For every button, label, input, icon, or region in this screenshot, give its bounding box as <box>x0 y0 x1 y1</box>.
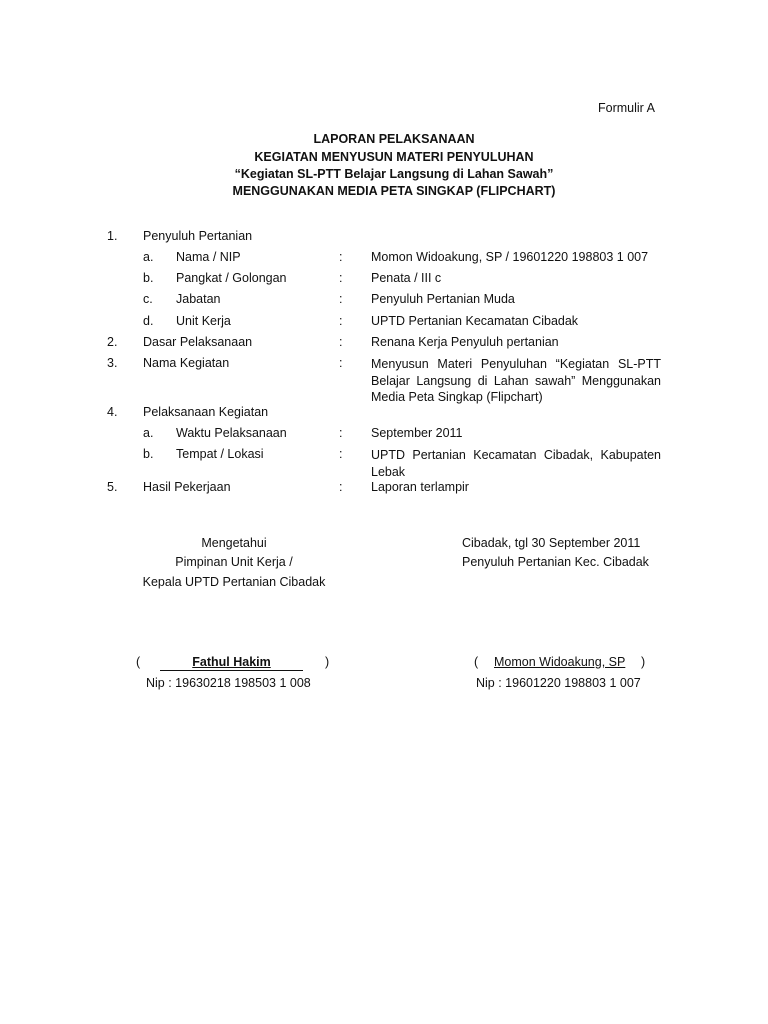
right-sign-name <box>494 655 625 669</box>
item-1-number: 1. <box>107 229 118 243</box>
item-1c-label: Jabatan <box>176 292 221 306</box>
item-1d-value: UPTD Pertanian Kecamatan Cibadak <box>371 314 579 328</box>
left-sign-line-3: Kepala UPTD Pertanian Cibadak <box>142 575 326 589</box>
title-line-2: KEGIATAN MENYUSUN MATERI PENYULUHAN <box>254 150 534 164</box>
item-1b-letter: b. <box>143 271 154 285</box>
item-1d-label: Unit Kerja <box>176 314 231 328</box>
item-1d-colon: : <box>339 314 343 328</box>
item-1a-colon: : <box>339 250 343 264</box>
item-4b-colon: : <box>339 447 343 461</box>
item-3-number: 3. <box>107 356 118 370</box>
title-line-4: MENGGUNAKAN MEDIA PETA SINGKAP (FLIPCHART) <box>232 184 556 198</box>
form-label: Formulir A <box>598 101 655 115</box>
right-sign-close-paren: ) <box>641 655 646 669</box>
left-sign-nip: Nip : 19630218 198503 1 008 <box>146 676 311 690</box>
item-4-number: 4. <box>107 405 118 419</box>
right-sign-name-text: Momon Widoakung, SP <box>494 655 626 669</box>
item-1c-letter: c. <box>143 292 153 306</box>
item-1b-label: Pangkat / Golongan <box>176 271 287 285</box>
item-1-label: Penyuluh Pertanian <box>143 229 253 243</box>
item-2-label: Dasar Pelaksanaan <box>143 335 253 349</box>
item-4a-value: September 2011 <box>371 426 463 440</box>
title-line-1: LAPORAN PELAKSANAAN <box>313 132 475 146</box>
item-5-label: Hasil Pekerjaan <box>143 480 231 494</box>
item-1a-value: Momon Widoakung, SP / 19601220 198803 1 007 <box>371 250 649 264</box>
right-sign-line-2: Penyuluh Pertanian Kec. Cibadak <box>462 555 649 569</box>
left-sign-line-1: Mengetahui <box>201 536 267 550</box>
item-4-label: Pelaksanaan Kegiatan <box>143 405 269 419</box>
right-sign-nip: Nip : 19601220 198803 1 007 <box>476 676 641 690</box>
left-sign-name <box>160 655 303 669</box>
item-5-value: Laporan terlampir <box>371 480 469 494</box>
item-4a-label: Waktu Pelaksanaan <box>176 426 287 440</box>
item-4a-letter: a. <box>143 426 154 440</box>
item-2-colon: : <box>339 335 343 349</box>
title-line-3: “Kegiatan SL-PTT Belajar Langsung di Lahan Sawah” <box>234 167 554 181</box>
left-sign-name-text: Fathul Hakim <box>192 655 271 669</box>
item-1a-letter: a. <box>143 250 154 264</box>
item-3-colon: : <box>339 356 343 370</box>
item-3-label: Nama Kegiatan <box>143 356 230 370</box>
item-1b-colon: : <box>339 271 343 285</box>
item-2-number: 2. <box>107 335 118 349</box>
item-4b-value: UPTD Pertanian Kecamatan Cibadak, Kabupaten Lebak <box>371 448 661 479</box>
left-sign-close-paren: ) <box>325 655 330 669</box>
item-1c-colon: : <box>339 292 343 306</box>
right-sign-line-1: Cibadak, tgl 30 September 2011 <box>462 536 641 550</box>
item-4b-label: Tempat / Lokasi <box>176 447 264 461</box>
left-sign-underline <box>160 670 303 671</box>
left-sign-line-2: Pimpinan Unit Kerja / <box>175 555 293 569</box>
item-4a-colon: : <box>339 426 343 440</box>
item-1a-label: Nama / NIP <box>176 250 241 264</box>
item-2-value: Renana Kerja Penyuluh pertanian <box>371 335 559 349</box>
item-1d-letter: d. <box>143 314 154 328</box>
item-5-colon: : <box>339 480 343 494</box>
item-5-number: 5. <box>107 480 118 494</box>
item-3-value: Menyusun Materi Penyuluhan “Kegiatan SL-PTT Belajar Langsung di Lahan sawah” Menggunakan Media Peta Singkap (Flipchart) <box>371 357 661 404</box>
item-1b-value: Penata / III c <box>371 271 442 285</box>
right-sign-open-paren: ( <box>474 655 479 669</box>
left-sign-open-paren: ( <box>136 655 141 669</box>
item-4b-letter: b. <box>143 447 154 461</box>
item-1c-value: Penyuluh Pertanian Muda <box>371 292 515 306</box>
